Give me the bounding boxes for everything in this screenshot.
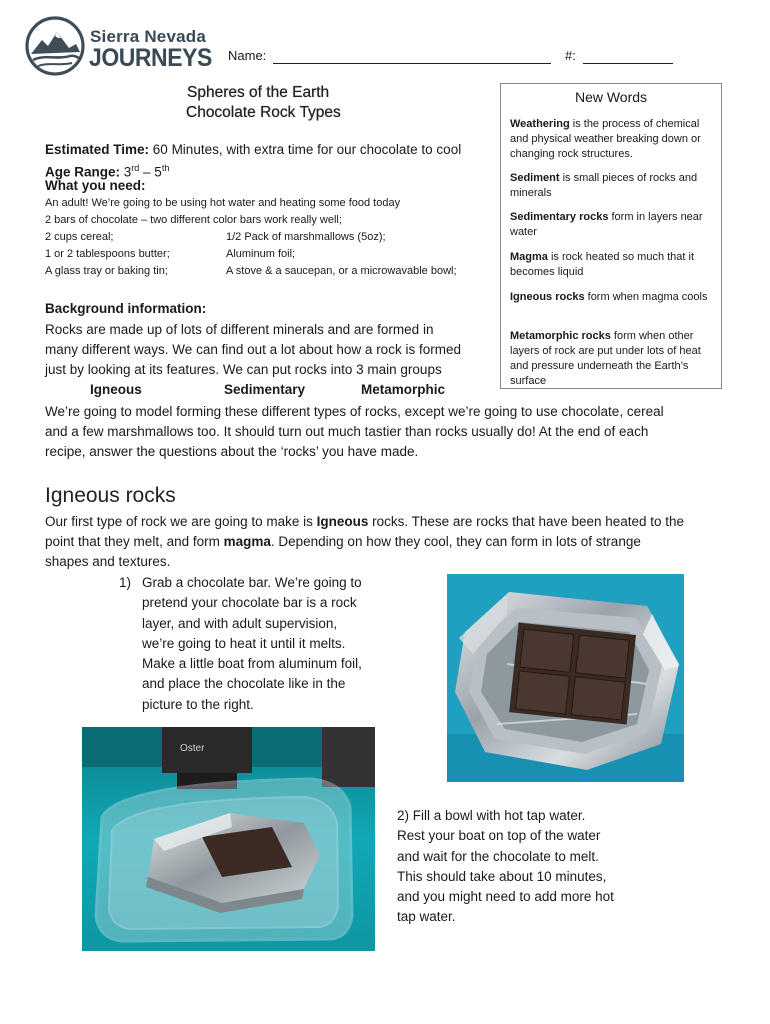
new-word-entry [510,290,716,305]
supplies-col2 [226,229,457,280]
new-word-term: Sediment [510,172,560,184]
title-line1: Spheres of the Earth [187,84,330,101]
intro-text: point that they melt, and form [45,534,224,549]
step1-line: picture to the right. [142,696,254,712]
new-word-term: Sedimentary rocks [510,211,609,223]
background-line: many different ways. We can find out a lot about how a rock is formed [45,342,461,357]
supply-item: 1 or 2 tablespoons butter; [45,248,170,260]
age-sup-a: rd [131,163,140,173]
appliance-brand-text: Oster [180,743,205,754]
supply-item: A stove & a saucepan, or a microwavable bowl; [226,265,457,277]
group-sedimentary: Sedimentary [224,382,306,397]
number-field[interactable] [583,63,673,64]
step2-line: 2) Fill a bowl with hot tap water. [397,808,586,823]
chocolate-foil-boat-photo [447,574,684,782]
new-word-entry [510,210,716,240]
new-word-entry [510,329,716,389]
igneous-heading: Igneous rocks [45,484,176,507]
step1-line: layer, and with adult supervision, [142,615,338,631]
igneous-intro [45,512,735,572]
new-word-term: Metamorphic rocks [510,330,611,342]
new-words-title: New Words [574,89,648,105]
group-metamorphic: Metamorphic [361,382,446,397]
step2-line: Rest your boat on top of the water [397,828,601,844]
step2-line: tap water. [397,909,456,925]
supplies-col1 [45,229,170,280]
step1-line: Make a little boat from aluminum foil, [142,656,362,672]
new-word-definition: form when other layers of rock are put under lots of heat and pressure underneath the Earth’s surface [510,330,701,387]
supply-item: Aluminum foil; [226,248,296,260]
new-word-definition: is small pieces of rocks and minerals [510,172,698,199]
age-range-value-b: – 5 [139,164,162,180]
logo-text-line2: JOURNEYS [89,44,212,72]
age-range-label: Age Range: [45,164,121,180]
step1-line: Grab a chocolate bar. We’re going to [142,575,362,590]
supply-item: A glass tray or baking tin; [45,265,168,277]
new-word-definition: form in layers near water [510,211,703,238]
new-word-term: Weathering [510,118,570,130]
age-sup-b: th [161,163,170,173]
age-range-value-a: 3 [120,164,132,180]
new-word-definition: is rock heated so much that it becomes liquid [510,251,695,278]
supplies-line2: 2 bars of chocolate – two different color bars work really well; [45,214,342,226]
background-after-text [45,402,664,462]
number-label: #: [565,48,576,63]
step1-line: pretend your chocolate bar is a rock [142,595,357,611]
intro-text: rocks. These are rocks that have been heated to the [368,514,685,529]
estimated-time [45,140,461,160]
what-you-need-heading: What you need: [45,178,146,193]
background-line: just by looking at its features. We can put rocks into 3 main groups [45,362,442,377]
supply-item: 2 cups cereal; [45,231,114,243]
new-word-definition: is the process of chemical and physical weather breaking down or changing rock structures. [510,118,701,160]
step2-text [397,806,614,928]
background-heading: Background information: [45,301,207,316]
step2-line: This should take about 10 minutes, [397,868,607,884]
step2-line: and wait for the chocolate to melt. [397,848,599,864]
new-word-entry [510,117,716,162]
igneous-intro-line3: shapes and textures. [45,554,171,569]
step2-line: and you might need to add more hot [397,889,614,905]
glass-dish-water-photo [82,727,375,951]
igneous-intro-line1 [45,512,735,532]
logo-text-line1: Sierra Nevada [90,27,207,46]
supply-item: 1/2 Pack of marshmallows (5oz); [226,231,386,243]
step1-text [142,573,362,715]
title-line2: Chocolate Rock Types [186,104,341,121]
step1-line: and place the chocolate like in the [142,676,346,692]
background-after-line: We’re going to model forming these different types of rocks, except we’re going to use chocolate, cereal [45,404,664,419]
estimated-time-value: 60 Minutes, with extra time for our chocolate to cool [149,142,462,157]
new-word-definition: form when magma cools [584,291,708,303]
background-line: Rocks are made up of lots of different minerals and are formed in [45,322,434,337]
new-word-term: Igneous rocks [510,291,585,303]
new-word-term: Magma [510,251,548,263]
background-text [45,320,461,380]
estimated-time-label: Estimated Time: [45,142,150,157]
group-igneous: Igneous [90,382,142,397]
intro-text: Our first type of rock we are going to make is [45,514,317,529]
igneous-intro-line2 [45,532,735,552]
background-after-line: recipe, answer the questions about the ‘rocks’ you have made. [45,444,419,459]
step1-line: we’re going to heat it until it melts. [142,635,346,651]
new-word-entry [510,250,716,280]
magma-term: magma [223,534,271,549]
name-label: Name: [228,48,267,63]
new-word-entry [510,171,716,201]
supplies-line1: An adult! We’re going to be using hot water and heating some food today [45,197,401,209]
background-after-line: and a few marshmallows too. It should turn out much tastier than rocks usually do! At the end of each [45,424,649,439]
step1-number: 1) [119,575,132,590]
igneous-term: Igneous [316,514,369,529]
intro-text: . Depending on how they cool, they can form in lots of strange [270,534,641,549]
name-field[interactable] [273,63,551,64]
